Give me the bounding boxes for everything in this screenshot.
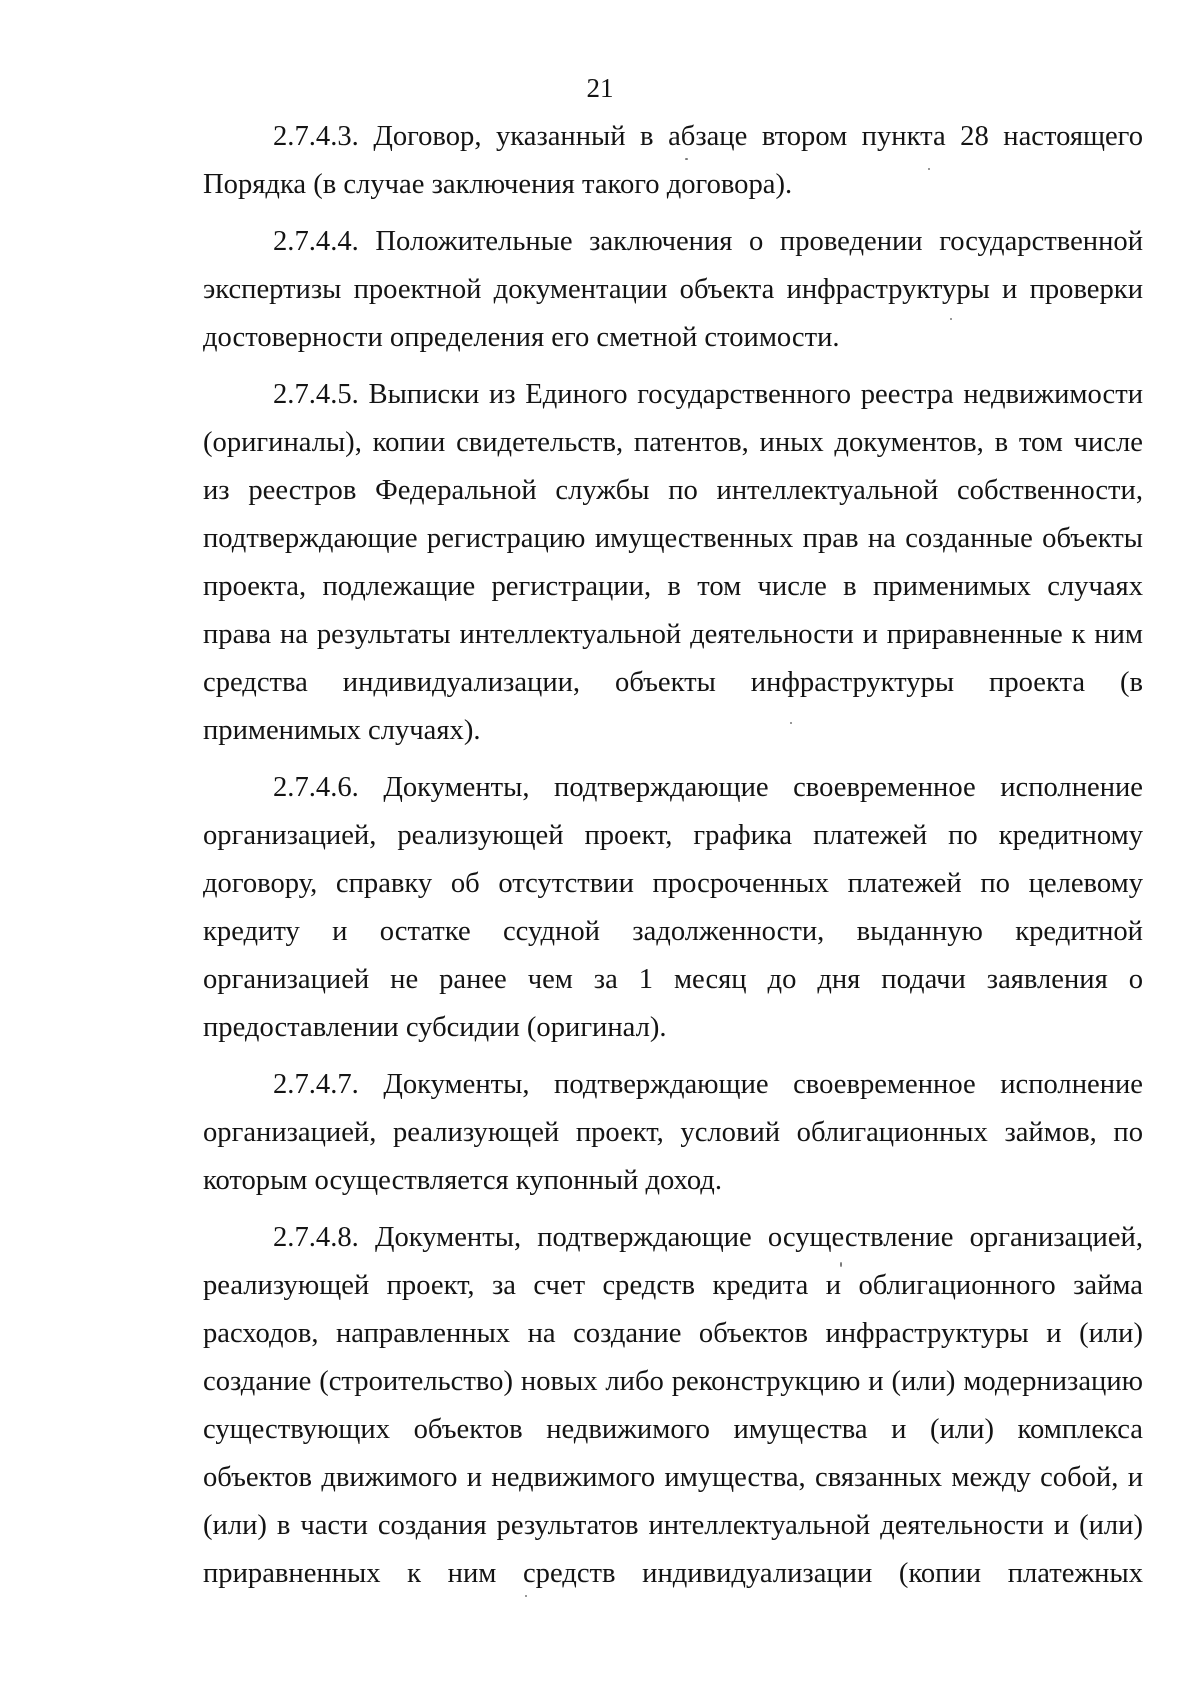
paragraph-text: Документы, подтверждающие своевременное исполнение организацией, реализующей проект, условий облигационных займов, по которым осуществляется купонный доход. [203, 1069, 1143, 1196]
paragraph-text: Документы, подтверждающие своевременное исполнение организацией, реализующей проект, графика платежей по кредитному договору, справку об отсутствии просроченных платежей по целевому кредиту и остатке ссудной задолженности, выданную кредитной организацией не ранее чем за 1 месяц до дня подачи заявления о предоставлении субсидии (оригинал). [203, 772, 1143, 1043]
scan-speck [950, 318, 952, 320]
scan-speck [685, 158, 688, 160]
paragraph-2-7-4-5 [203, 371, 1143, 755]
paragraph-number: 2.7.4.6. [273, 772, 359, 803]
paragraph-2-7-4-4 [203, 218, 1143, 362]
page-number: 21 [586, 73, 614, 103]
scan-speck [928, 168, 930, 170]
paragraph-number: 2.7.4.7. [273, 1069, 359, 1100]
paragraph-text: Положительные заключения о проведении государственной экспертизы проектной документации объекта инфраструктуры и проверки достоверности определения его сметной стоимости. [203, 226, 1143, 353]
paragraph-2-7-4-6 [203, 764, 1143, 1052]
paragraph-2-7-4-3 [203, 113, 1143, 209]
paragraph-text: Выписки из Единого государственного реестра недвижимости (оригиналы), копии свидетельств, патентов, иных документов, в том числе из реестров Федеральной службы по интеллектуальной собственности, подтверждающие регистрацию имущественных прав на созданные объекты проекта, подлежащие регистрации, в том числе в применимых случаях права на результаты интеллектуальной деятельности и приравненные к ним средства индивидуализации, объекты инфраструктуры проекта (в применимых случаях). [203, 379, 1143, 746]
paragraph-2-7-4-8 [203, 1214, 1143, 1598]
paragraph-number: 2.7.4.5. [273, 379, 359, 410]
paragraph-number: 2.7.4.4. [273, 226, 359, 257]
paragraph-number: 2.7.4.3. [273, 121, 359, 152]
paragraph-number: 2.7.4.8. [273, 1222, 359, 1253]
paragraph-text: Документы, подтверждающие осуществление организацией, реализующей проект, за счет средств кредита и облигационного займа расходов, направленных на создание объектов инфраструктуры и (или) создание (строительство) новых либо реконструкцию и (или) модернизацию существующих объектов недвижимого имущества и (или) комплекса объектов движимого и недвижимого имущества, связанных между собой, и (или) в части создания результатов интеллектуальной деятельности и (или) приравненных к ним средств индивидуализации (копии платежных [203, 1222, 1143, 1589]
scan-speck [840, 1262, 842, 1267]
paragraph-2-7-4-7 [203, 1061, 1143, 1205]
paragraph-text: Договор, указанный в абзаце втором пункта 28 настоящего Порядка (в случае заключения такого договора). [203, 121, 1143, 200]
scan-speck [790, 722, 792, 724]
document-body [203, 113, 1143, 1607]
scan-speck [525, 1595, 527, 1597]
